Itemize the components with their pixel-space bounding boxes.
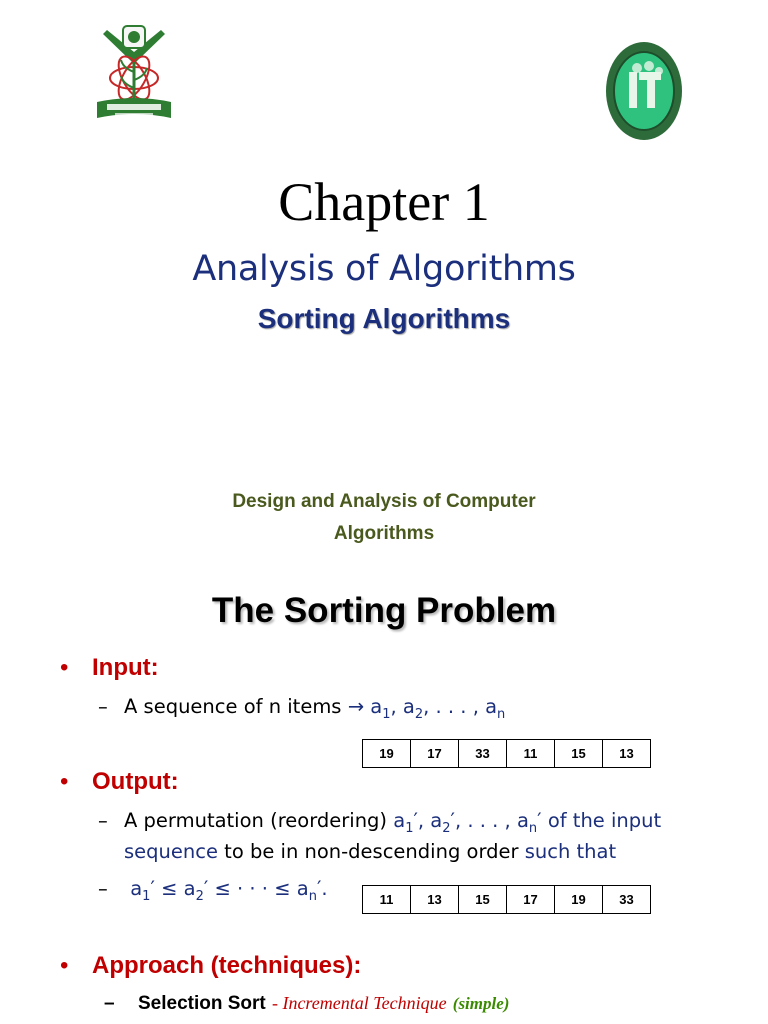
input-sequence-notation: $a_1$, $a_2$, . . . , $a_n$ <box>370 695 506 722</box>
output-order-text: to be in non-descending order <box>224 840 519 863</box>
chapter-title: Chapter 1 <box>278 172 490 232</box>
output-such-that: such that <box>524 840 617 863</box>
output-label: Output: <box>92 768 179 795</box>
output-text-prefix: A permutation (reordering) <box>124 809 388 832</box>
selection-sort-label: Selection Sort <box>138 993 266 1014</box>
output-description-line1: – A permutation (reordering) $a_1'$, $a_2'$, . . . , $a_n'$ of the input <box>98 809 662 836</box>
sorted-cell: 13 <box>411 886 459 914</box>
output-text-suffix: of the input <box>547 809 662 832</box>
output-permutation-notation: $a_1'$, $a_2'$, . . . , $a_n'$ <box>393 809 542 836</box>
approach-bullet: • Approach (techniques): <box>60 952 362 979</box>
output-condition: – $a_1' \le a_2'$ ≤ · · · ≤ $a_n'$. <box>98 877 328 904</box>
slide-title: The Sorting Problem <box>211 591 557 630</box>
chapter-topic: Sorting Algorithms <box>257 303 511 334</box>
course-name <box>0 486 768 550</box>
sequence-cell: 19 <box>363 740 411 768</box>
input-bullet: • Input: <box>60 654 159 681</box>
input-text: A sequence of n items <box>124 695 342 718</box>
order-condition-notation: $a_1' \le a_2'$ ≤ · · · ≤ $a_n'$. <box>124 877 328 904</box>
course-line-1: Design and Analysis of Computer <box>232 491 536 512</box>
output-sequence-word: sequence <box>124 840 218 863</box>
table-row <box>363 740 651 768</box>
university-logo-icon <box>93 22 175 124</box>
chapter-subtitle: Analysis of Algorithms <box>192 249 576 289</box>
faculty-seal-icon <box>603 38 685 144</box>
input-label: Input: <box>92 654 159 681</box>
technique-label: - Incremental Technique <box>271 993 447 1013</box>
table-row <box>363 886 651 914</box>
approach-item: – Selection Sort - Incremental Technique (simple) <box>104 993 510 1014</box>
sorted-cell: 19 <box>555 886 603 914</box>
input-arrow: → <box>347 695 365 718</box>
sequence-cell: 17 <box>411 740 459 768</box>
output-bullet: • Output: <box>60 768 179 795</box>
input-description: – A sequence of n items → $a_1$, $a_2$, . . . , $a_n$ <box>98 695 506 722</box>
approach-label: Approach (techniques): <box>92 952 362 979</box>
sequence-cell: 11 <box>507 740 555 768</box>
sorted-cell: 15 <box>459 886 507 914</box>
output-description-line2 <box>124 837 616 867</box>
simple-note: (simple) <box>452 994 510 1013</box>
sorted-cell: 11 <box>363 886 411 914</box>
sorted-cell: 17 <box>507 886 555 914</box>
input-sequence-table <box>362 739 651 768</box>
sorted-cell: 33 <box>603 886 651 914</box>
sequence-cell: 13 <box>603 740 651 768</box>
course-line-2: Algorithms <box>333 523 435 544</box>
sequence-cell: 15 <box>555 740 603 768</box>
sorted-sequence-table <box>362 885 651 914</box>
sequence-cell: 33 <box>459 740 507 768</box>
